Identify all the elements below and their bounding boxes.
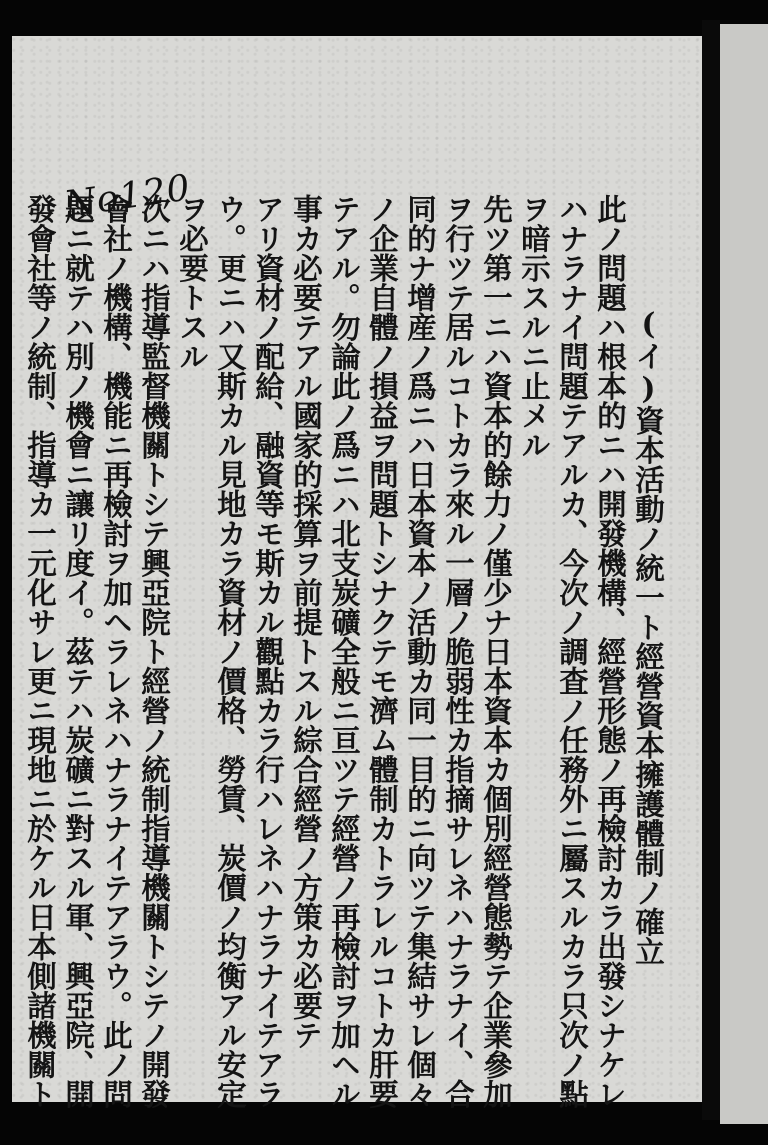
archive-number-stamp: No120: [61, 167, 194, 226]
text-column: 同的ナ增産ノ爲ニハ日本資本ノ活動カ同一目的ニ向ツテ集結サレ個々: [403, 194, 438, 1109]
heading-column: (イ)資本活動ノ統一ト經營資本擁護體制ノ確立: [631, 306, 666, 966]
text-column: ヲ必要トスル: [175, 194, 210, 371]
page-gutter: [702, 20, 720, 1120]
text-column: 此ノ問題ハ根本的ニハ開發機構、經營形態ノ再檢討カラ出發シナケレ: [593, 194, 628, 1109]
text-column: アリ資材ノ配給、融資等モ斯カル觀點カラ行ハレネハナラナイテアラ: [251, 194, 286, 1109]
text-column: 次ニハ指導監督機關トシテ興亞院ト經營ノ統制指導機關トシテノ開發: [137, 194, 172, 1109]
adjacent-page: [720, 24, 768, 1124]
text-column: 先ツ第一ニハ資本的餘力ノ僅少ナ日本資本カ個別經營態勢テ企業參加: [479, 194, 514, 1109]
text-column: ウ。更ニハ又斯カル見地カラ資材ノ價格、勞賃、炭價ノ均衡アル安定: [213, 194, 248, 1109]
text-column: 會社ノ機構、機能ニ再檢討ヲ加ヘラレネハナラナイテアラウ。此ノ問: [99, 194, 134, 1109]
text-column: ハナラナイ問題テアルカ、今次ノ調査ノ任務外ニ屬スルカラ只次ノ點: [555, 194, 590, 1109]
text-column: ヲ暗示スルニ止メル: [517, 194, 552, 460]
text-column: 題ニ就テハ別ノ機會ニ讓リ度イ。茲テハ炭礦ニ對スル軍、興亞院、開: [61, 194, 96, 1109]
text-column: ヲ行ツテ居ルコトカラ來ル一層ノ脆弱性カ指摘サレネハナラナイ、合: [441, 194, 476, 1109]
document-page: [12, 36, 702, 1109]
text-column: 事カ必要テアル國家的採算ヲ前提トスル綜合經營ノ方策カ必要テ: [289, 194, 324, 1050]
text-column: テアル。勿論此ノ爲ニハ北支炭礦全般ニ亘ツテ經營ノ再檢討ヲ加ヘル: [327, 194, 362, 1109]
text-column: 發會社等ノ統制、指導カ一元化サレ更ニ現地ニ於ケル日本側諸機關ト: [23, 194, 58, 1109]
text-column: ノ企業自體ノ損益ヲ問題トシナクテモ濟ム體制カトラレルコトカ肝要: [365, 194, 400, 1109]
